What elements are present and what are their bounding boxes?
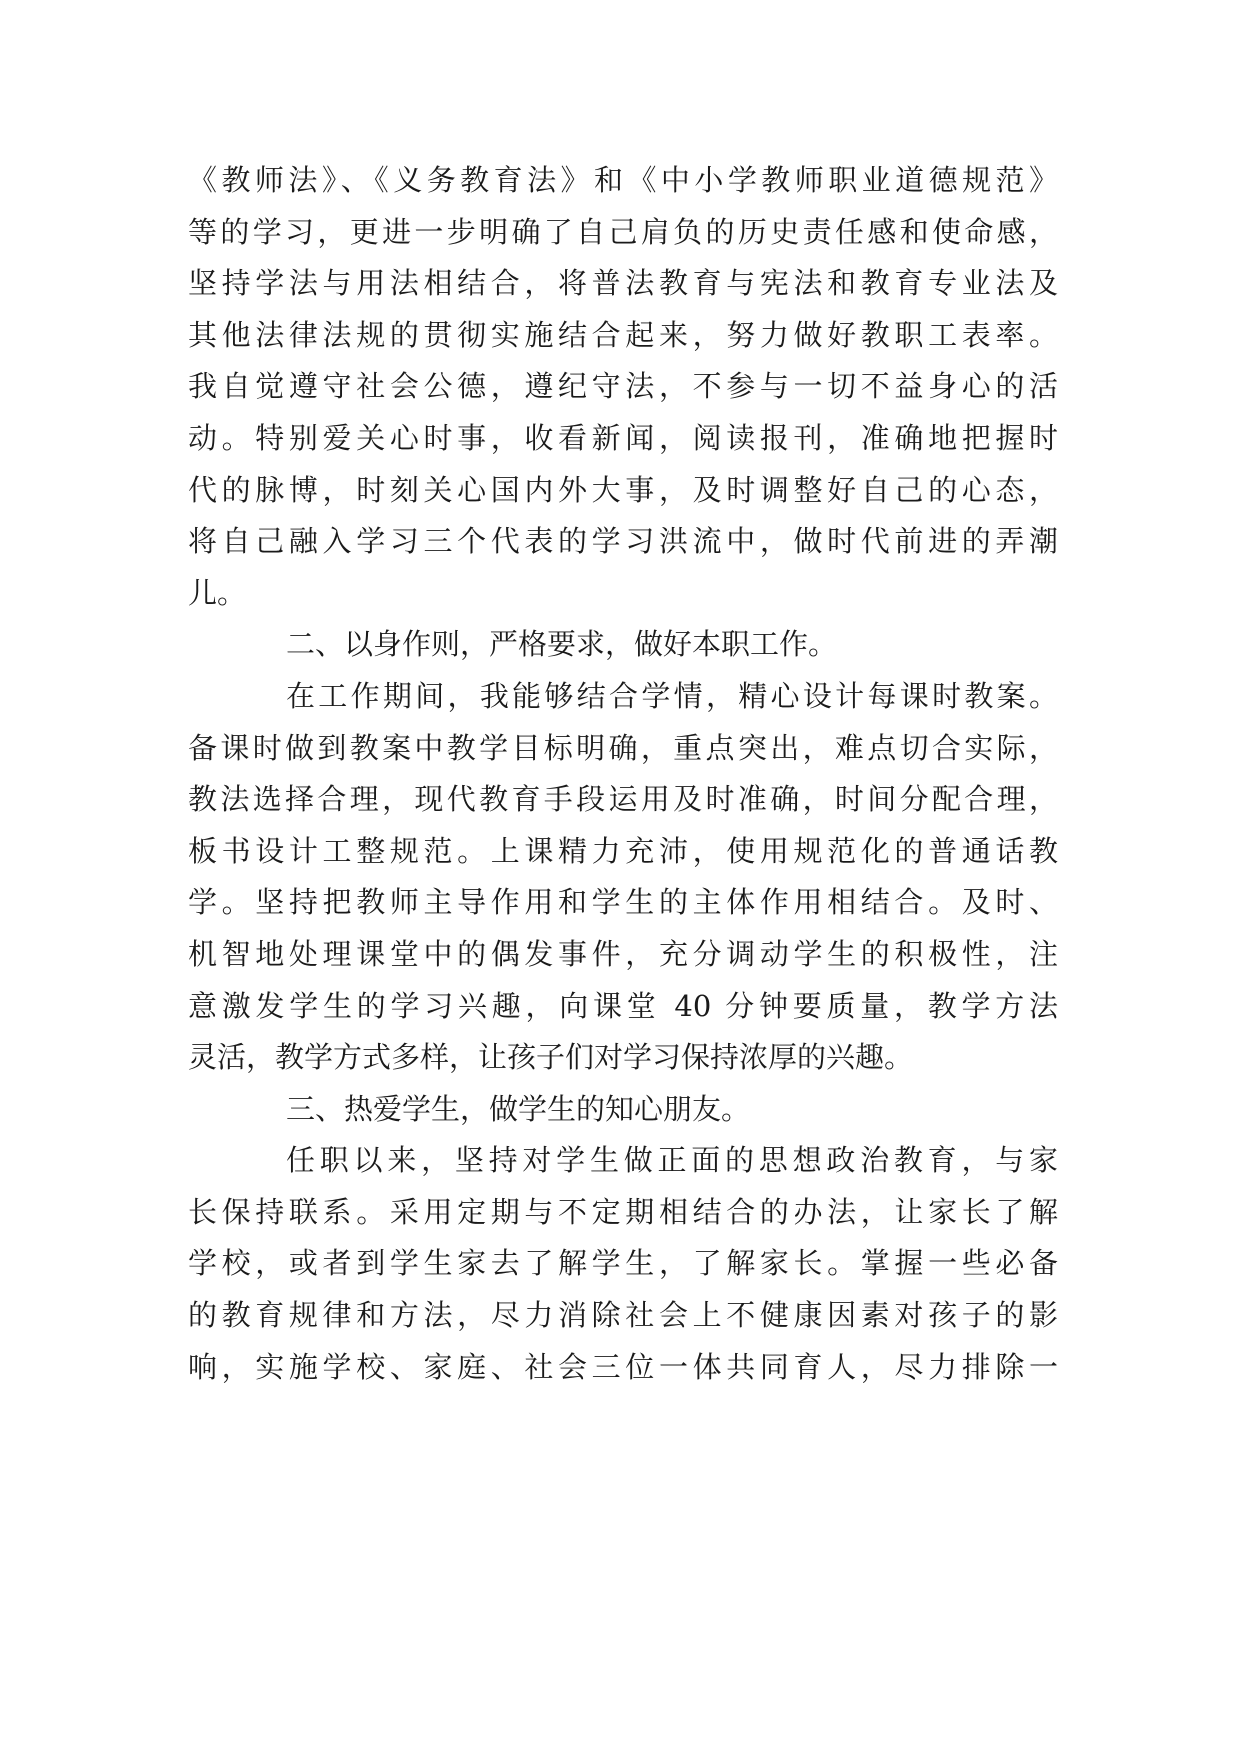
text-line: 机智地处理课堂中的偶发事件，充分调动学生的积极性，注 xyxy=(188,936,1058,971)
text-line: 代的脉博，时刻关心国内外大事，及时调整好自己的心态， xyxy=(188,472,1058,507)
text-line: 我自觉遵守社会公德，遵纪守法，不参与一切不益身心的活 xyxy=(188,369,1058,404)
text-line: 《教师法》、《义务教育法》和《中小学教师职业道德规范》 xyxy=(188,163,1058,197)
text-line: 板书设计工整规范。上课精力充沛，使用规范化的普通话教 xyxy=(188,833,1058,868)
section-heading: 二、以身作则，严格要求，做好本职工作。 xyxy=(286,627,838,662)
text-line: 备课时做到教案中教学目标明确，重点突出，难点切合实际， xyxy=(188,730,1058,765)
text-line: 其他法律法规的贯彻实施结合起来，努力做好教职工表率。 xyxy=(188,317,1058,352)
text-line: 学。坚持把教师主导作用和学生的主体作用相结合。及时、 xyxy=(188,885,1058,920)
body-text xyxy=(188,155,1058,1393)
text-line: 响，实施学校、家庭、社会三位一体共同育人，尽力排除一 xyxy=(188,1349,1058,1384)
text-line: 灵活，教学方式多样，让孩子们对学习保持浓厚的兴趣。 xyxy=(188,1040,914,1075)
text-line: 教法选择合理，现代教育手段运用及时准确，时间分配合理， xyxy=(188,782,1058,817)
paragraph-first-line: 在工作期间，我能够结合学情，精心设计每课时教案。 xyxy=(286,678,1058,713)
text-line: 将自己融入学习三个代表的学习洪流中，做时代前进的弄潮 xyxy=(188,524,1058,559)
text-line: 意激发学生的学习兴趣，向课堂 40 分钟要质量，教学方法 xyxy=(188,988,1058,1023)
text-line: 儿。 xyxy=(188,575,247,610)
text-line: 等的学习，更进一步明确了自己肩负的历史责任感和使命感， xyxy=(188,214,1058,249)
text-line: 坚持学法与用法相结合，将普法教育与宪法和教育专业法及 xyxy=(188,266,1058,301)
text-line: 学校，或者到学生家去了解学生，了解家长。掌握一些必备 xyxy=(188,1246,1058,1281)
text-line: 动。特别爱关心时事，收看新闻，阅读报刊，准确地把握时 xyxy=(188,420,1058,455)
section-heading: 三、热爱学生，做学生的知心朋友。 xyxy=(286,1091,751,1126)
text-line: 长保持联系。采用定期与不定期相结合的办法，让家长了解 xyxy=(188,1194,1058,1229)
text-line: 的教育规律和方法，尽力消除社会上不健康因素对孩子的影 xyxy=(188,1298,1058,1333)
paragraph-first-line: 任职以来，坚持对学生做正面的思想政治教育，与家 xyxy=(286,1143,1058,1178)
